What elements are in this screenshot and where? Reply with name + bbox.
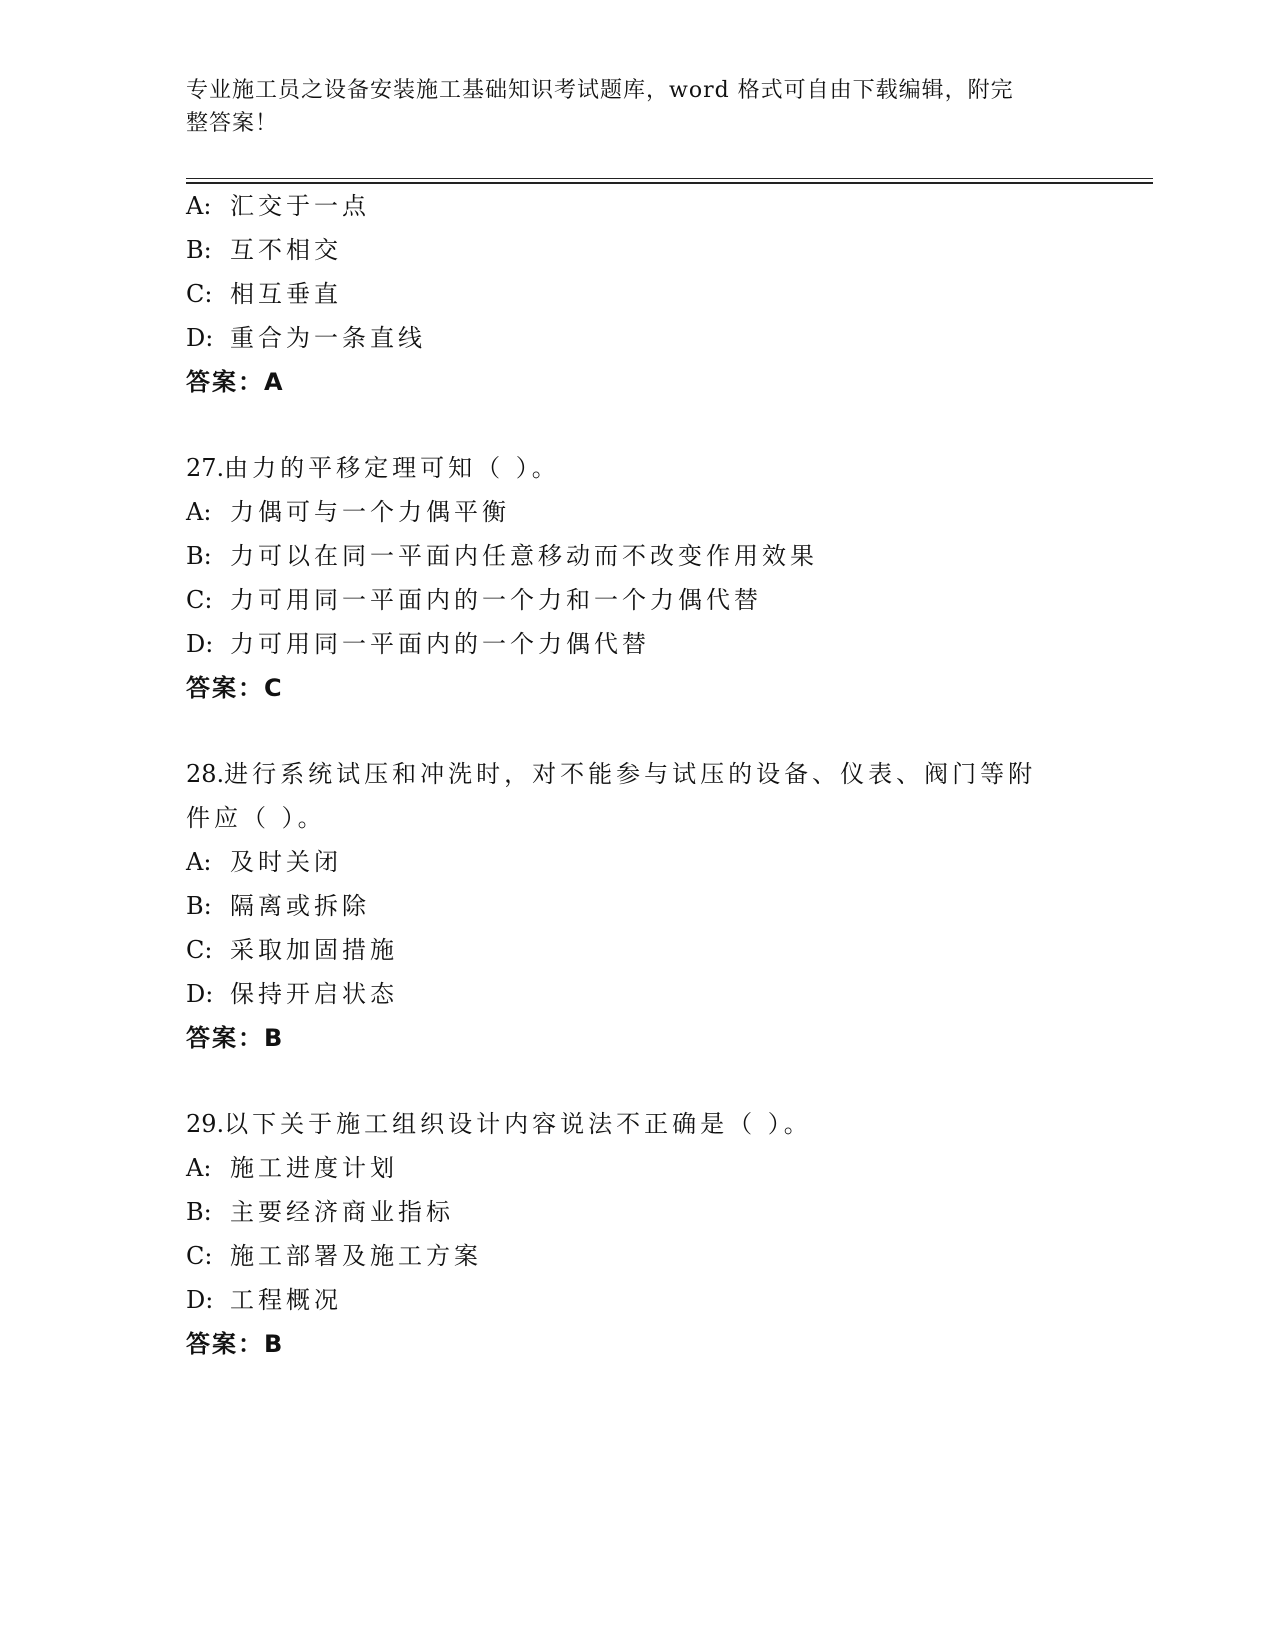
q29-stem: 29.以下关于施工组织设计内容说法不正确是（ ）。: [186, 1110, 812, 1138]
document-header: [186, 74, 1066, 140]
header-rule-thin: [186, 178, 1153, 179]
q26-option-d: D: 重合为一条直线: [186, 324, 426, 352]
q29-answer: 答案：B: [186, 1330, 285, 1358]
q26-option-b: B: 互不相交: [186, 236, 342, 264]
header-rule-thick: [186, 182, 1153, 184]
q26-option-c: C: 相互垂直: [186, 280, 342, 308]
q29-option-d: D: 工程概况: [186, 1286, 342, 1314]
q28-stem-line-1: 28.进行系统试压和冲洗时，对不能参与试压的设备、仪表、阀门等附: [186, 760, 1037, 788]
header-line-2: 整答案！: [186, 111, 279, 136]
q28-option-d: D: 保持开启状态: [186, 980, 398, 1008]
q27-option-c: C: 力可用同一平面内的一个力和一个力偶代替: [186, 586, 762, 614]
q28-option-c: C: 采取加固措施: [186, 936, 398, 964]
q28-answer: 答案：B: [186, 1024, 285, 1052]
q28-option-b: B: 隔离或拆除: [186, 892, 370, 920]
q26-option-a: A: 汇交于一点: [186, 192, 370, 220]
q28-stem-line-2: 件应（ ）。: [186, 804, 326, 832]
q27-option-d: D: 力可用同一平面内的一个力偶代替: [186, 630, 650, 658]
q26-answer: 答案：A: [186, 368, 285, 396]
header-line-1: 专业施工员之设备安装施工基础知识考试题库，word 格式可自由下载编辑，附完: [186, 78, 1014, 103]
q27-option-a: A: 力偶可与一个力偶平衡: [186, 498, 510, 526]
q28-option-a: A: 及时关闭: [186, 848, 342, 876]
q27-answer: 答案：C: [186, 674, 284, 702]
q29-option-b: B: 主要经济商业指标: [186, 1198, 454, 1226]
q27-option-b: B: 力可以在同一平面内任意移动而不改变作用效果: [186, 542, 818, 570]
q27-stem: 27.由力的平移定理可知（ ）。: [186, 454, 560, 482]
q29-option-c: C: 施工部署及施工方案: [186, 1242, 482, 1270]
q29-option-a: A: 施工进度计划: [186, 1154, 398, 1182]
